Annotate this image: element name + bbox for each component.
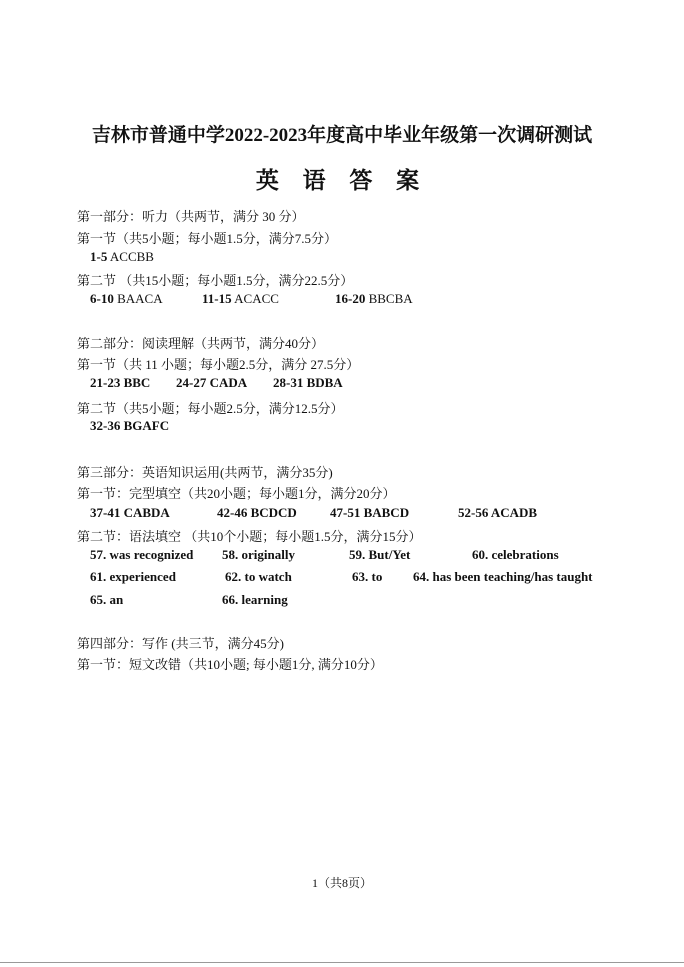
- answer-item: 32-36 BGAFC: [90, 418, 170, 433]
- answer-item: 62. to watch: [225, 569, 292, 584]
- page-title: 吉林市普通中学2022-2023年度高中毕业年级第一次调研测试: [91, 125, 593, 146]
- part3-sec2-heading: 第二节：语法填空 （共10个小题；每小题1.5分，满分15分）: [77, 529, 422, 544]
- page-subtitle: 英 语 答 案: [255, 168, 429, 193]
- part1-sec2-heading: 第二节 （共15小题；每小题1.5分，满分22.5分）: [77, 273, 354, 288]
- answer-range: 11-15: [202, 291, 232, 306]
- answer-line: [90, 291, 163, 307]
- part1-heading: 第一部分：听力（共两节，满分 30 分）: [77, 209, 305, 224]
- part4-sec1-heading: 第一节：短文改错（共10小题; 每小题1分, 满分10分）: [77, 657, 383, 672]
- part2-heading: 第二部分：阅读理解（共两节，满分40分）: [77, 336, 325, 351]
- answer-value: BAACA: [117, 291, 163, 306]
- answer-item: 65. an: [90, 592, 124, 607]
- part2-sec1-heading: 第一节（共 11 小题；每小题2.5分，满分 27.5分）: [77, 357, 360, 372]
- answer-line: [335, 291, 413, 307]
- answer-item: 61. experienced: [90, 569, 176, 584]
- answer-line: [90, 249, 154, 265]
- answer-item: 21-23 BBC: [90, 375, 151, 390]
- answer-value: ACACC: [234, 291, 279, 306]
- answer-item: 42-46 BCDCD: [217, 505, 297, 520]
- part1-sec1-heading: 第一节（共5小题；每小题1.5分，满分7.5分）: [77, 231, 338, 246]
- answer-item: 24-27 CADA: [176, 375, 248, 390]
- answer-range: 16-20: [335, 291, 366, 306]
- page-number: 1（共8页）: [311, 876, 372, 890]
- answer-range: 6-10: [90, 291, 114, 306]
- answer-item: 66. learning: [222, 592, 288, 607]
- part2-sec2-heading: 第二节（共5小题；每小题2.5分，满分12.5分）: [77, 401, 344, 416]
- part4-heading: 第四部分：写作 (共三节，满分45分): [77, 636, 284, 651]
- answer-line: [202, 291, 279, 307]
- page-bottom-divider: [0, 962, 684, 963]
- part3-heading: 第三部分：英语知识运用(共两节，满分35分): [77, 465, 333, 480]
- answer-item: 37-41 CABDA: [90, 505, 170, 520]
- answer-item: 52-56 ACADB: [458, 505, 538, 520]
- answer-item: 47-51 BABCD: [330, 505, 410, 520]
- answer-item: 60. celebrations: [472, 547, 559, 562]
- answer-value: BBCBA: [368, 291, 413, 306]
- answer-item: 63. to: [352, 569, 383, 584]
- answer-value: ACCBB: [109, 249, 154, 264]
- answer-item: 28-31 BDBA: [273, 375, 343, 390]
- part3-sec1-heading: 第一节：完型填空（共20小题；每小题1分，满分20分）: [77, 486, 396, 501]
- answer-item: 57. was recognized: [90, 547, 194, 562]
- answer-range: 1-5: [90, 249, 108, 264]
- answer-item: 64. has been teaching/has taught: [413, 569, 593, 584]
- answer-item: 58. originally: [222, 547, 295, 562]
- answer-item: 59. But/Yet: [349, 547, 411, 562]
